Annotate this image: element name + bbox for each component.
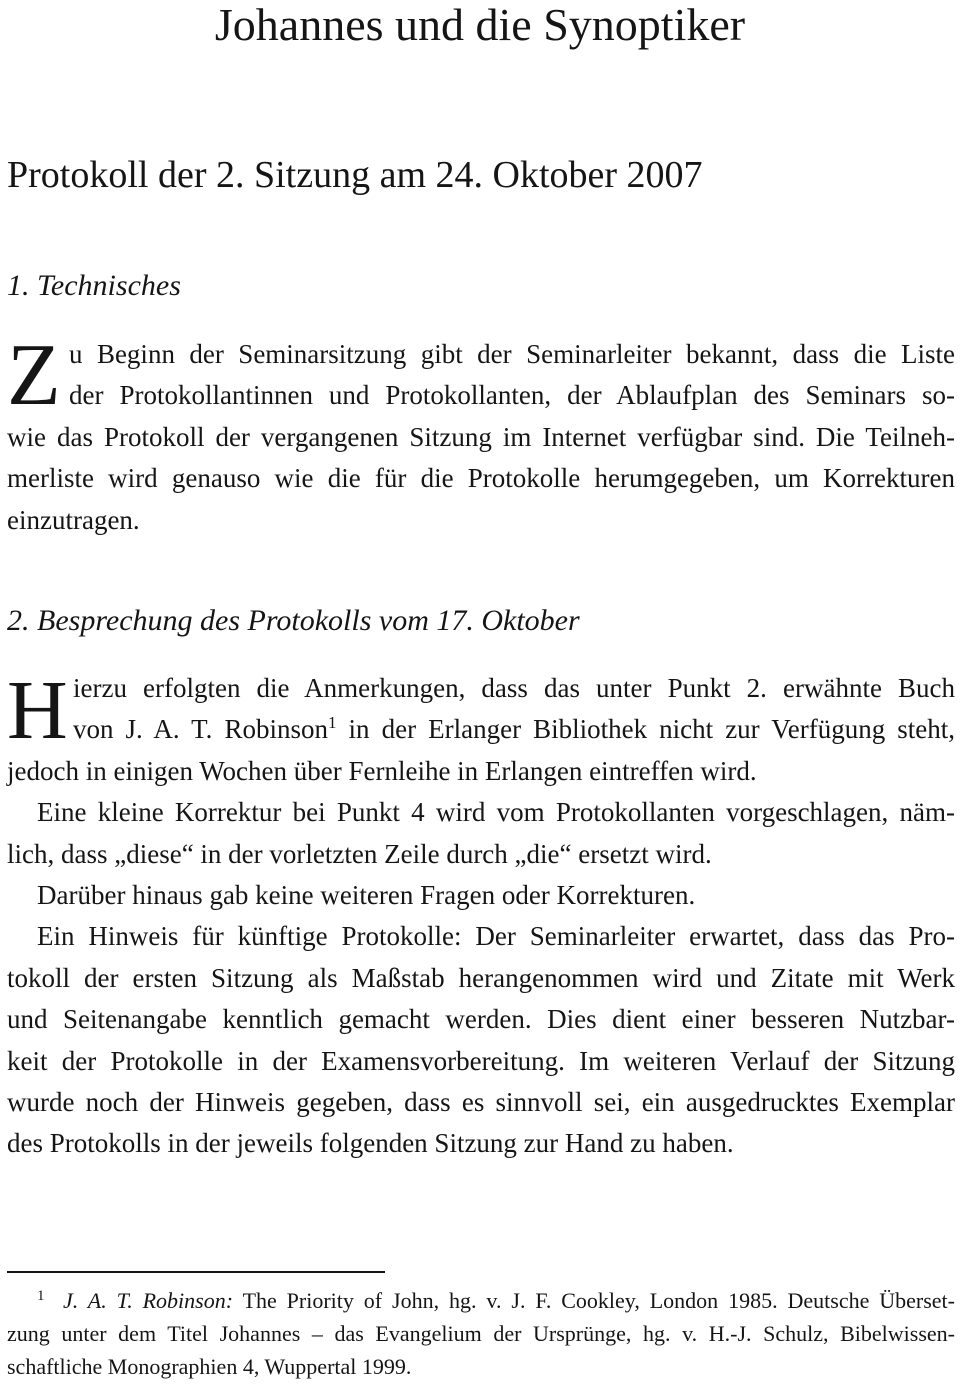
text-line: lich, dass „diese“ in der vorletzten Zeile durch „die“ ersetzt wird. [7,838,712,869]
text-line: Eine kleine Korrektur bei Punkt 4 wird vom Protokollanten vorgeschlagen, näm- [37,797,955,828]
text-line: der Protokollantinnen und Protokollanten, der Ablaufplan des Seminars so- [69,380,955,411]
footnote-line [7,1284,955,1317]
document-title: Johannes und die Synoptiker [214,0,746,50]
text-line: des Protokolls in der jeweils folgenden Sitzung zur Hand zu haben. [7,1128,734,1159]
text-line: und Seitenangabe kenntlich gemacht werden. Dies dient einer besseren Nutzbar- [7,1004,955,1035]
text-line: einzutragen. [7,504,140,535]
section-heading-technisches: 1. Technisches [7,269,181,302]
text-line [7,709,955,750]
text-line: merliste wird genauso wie die für die Protokolle herumgegeben, um Korrekturen [7,463,955,494]
text-line: Ein Hinweis für künftige Protokolle: Der Seminarleiter erwartet, dass das Pro- [37,921,955,952]
footnote-rule [7,1271,385,1273]
footnote [7,1284,955,1383]
footnote-line: schaftliche Monographien 4, Wuppertal 1999. [7,1354,412,1379]
section-heading-besprechung: 2. Besprechung des Protokolls vom 17. Oktober [7,604,580,637]
footnote-line: zung unter dem Titel Johannes – das Evangelium der Ursprünge, hg. v. H.-J. Schulz, Bibelwissen- [7,1321,955,1346]
text-segment: in der Erlanger Bibliothek nicht zur Verfügung steht, [348,714,955,745]
text-line: Darüber hinaus gab keine weiteren Fragen oder Korrekturen. [37,879,696,910]
footnote-text: The Priority of John, hg. v. J. F. Cookley, London 1985. Deutsche Überset- [242,1288,955,1313]
drop-cap: H [7,664,68,757]
text-line: jedoch in einigen Wochen über Fernleihe in Erlangen eintreffen wird. [7,755,757,786]
drop-cap: Z [7,327,61,424]
section-1-paragraph [7,327,955,541]
footnote-author: J. A. T. Robinson: [63,1288,234,1313]
text-line: u Beginn der Seminarsitzung gibt der Seminarleiter bekannt, dass die Liste [69,339,955,369]
text-line: wie das Protokoll der vergangenen Sitzung im Internet verfügbar sind. Die Teilneh- [7,421,955,452]
text-line: keit der Protokolle in der Examensvorbereitung. Im weiteren Verlauf der Sitzung [7,1045,955,1076]
text-line: tokoll der ersten Sitzung als Maßstab herangenommen wird und Zitate mit Werk [7,962,955,993]
section-2-paragraphs [7,664,955,1165]
footnote-ref: 1 [327,713,337,733]
text-line: wurde noch der Hinweis gegeben, dass es sinnvoll sei, ein ausgedrucktes Exemplar [7,1086,955,1117]
text-segment: von J. A. T. Robinson [73,714,328,745]
session-subtitle: Protokoll der 2. Sitzung am 24. Oktober 2007 [7,154,703,196]
footnote-number: 1 [37,1288,45,1304]
text-line: ierzu erfolgten die Anmerkungen, dass das unter Punkt 2. erwähnte Buch [73,673,955,703]
